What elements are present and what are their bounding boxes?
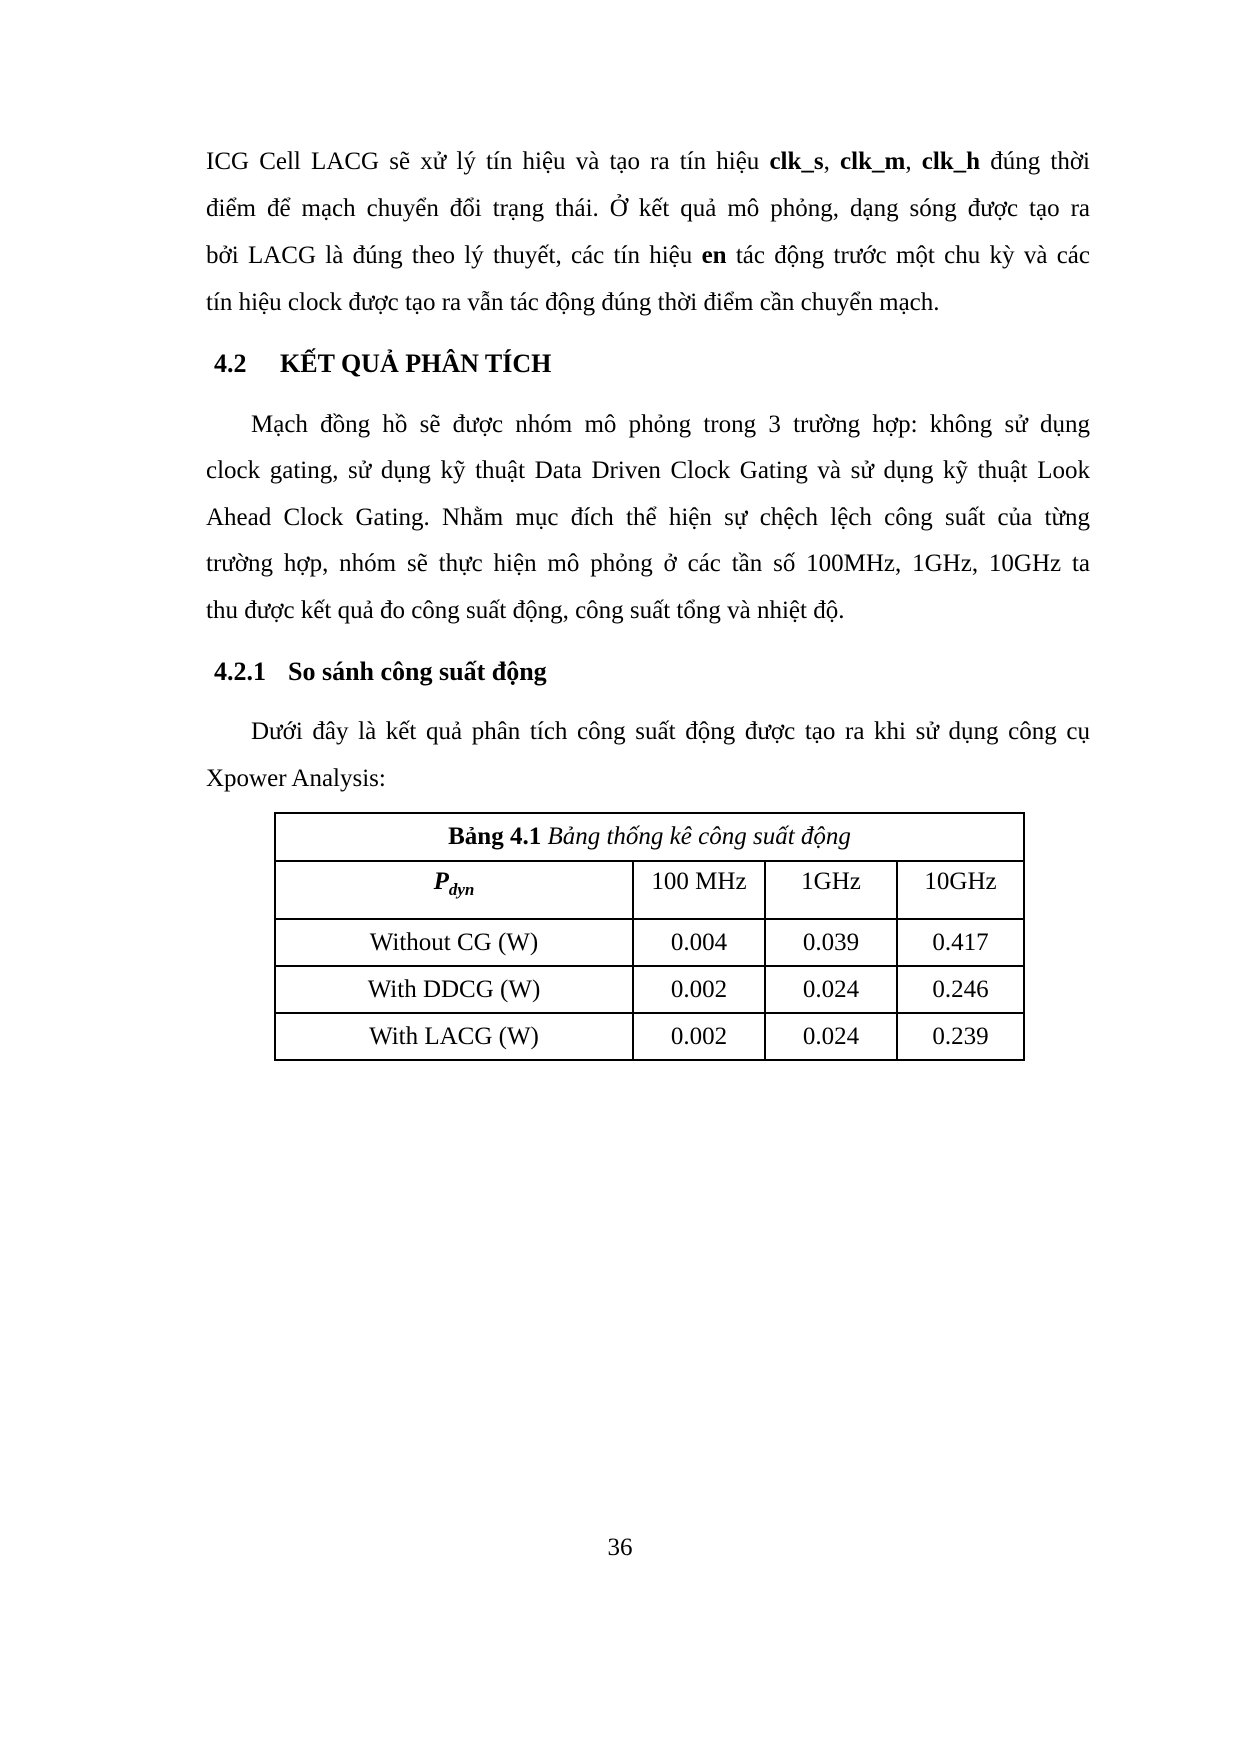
section-4-2-line-5: thu được kết quả đo công suất động, công suất tổng và nhiệt độ.: [206, 597, 845, 624]
signal-en: en: [701, 242, 727, 269]
header-10ghz: 10GHz: [897, 861, 1024, 919]
header-1ghz: 1GHz: [765, 861, 897, 919]
row-label: Without CG (W): [275, 919, 633, 966]
section-4-2-line-3: Ahead Clock Gating. Nhằm mục đích thể hiện sự chệch lệch công suất của từng: [206, 504, 1090, 531]
intro-line-3: bởi LACG là đúng theo lý thuyết, các tín hiệu en tác động trước một chu kỳ và các: [206, 242, 1090, 269]
cell-value: 0.039: [765, 919, 897, 966]
table-header-row: [275, 861, 1024, 919]
signal-clk-m: clk_m: [840, 148, 906, 175]
cell-value: 0.239: [897, 1013, 1024, 1060]
row-label: With DDCG (W): [275, 966, 633, 1013]
section-heading-4-2: 4.2 KẾT QUẢ PHÂN TÍCH: [214, 349, 552, 378]
cell-value: 0.002: [633, 1013, 765, 1060]
header-100mhz: 100 MHz: [633, 861, 765, 919]
section-4-2-line-4: trường hợp, nhóm sẽ thực hiện mô phỏng ở các tần số 100MHz, 1GHz, 10GHz ta: [206, 550, 1090, 577]
intro-line-1: ICG Cell LACG sẽ xử lý tín hiệu và tạo ra tín hiệu clk_s, clk_m, clk_h đúng thời: [206, 148, 1091, 175]
table-row: [275, 966, 1024, 1013]
intro-line-2: điểm để mạch chuyển đổi trạng thái. Ở kết quả mô phỏng, dạng sóng được tạo ra: [206, 195, 1090, 222]
section-heading-4-2-1: 4.2.1 So sánh công suất động: [214, 657, 547, 686]
intro-line-4: tín hiệu clock được tạo ra vẫn tác động đúng thời điểm cần chuyển mạch.: [206, 289, 940, 316]
section-4-2-line-1: Mạch đồng hồ sẽ được nhóm mô phỏng trong 3 trường hợp: không sử dụng: [251, 411, 1090, 438]
cell-value: 0.024: [765, 966, 897, 1013]
table-caption: Bảng 4.1 Bảng thống kê công suất động: [275, 813, 1024, 861]
table-row: [275, 919, 1024, 966]
header-pdyn: $P_{dyn}$: [275, 861, 633, 919]
section-4-2-line-2: clock gating, sử dụng kỹ thuật Data Driven Clock Gating và sử dụng kỹ thuật Look: [206, 457, 1090, 484]
cell-value: 0.004: [633, 919, 765, 966]
cell-value: 0.024: [765, 1013, 897, 1060]
table-row: [275, 1013, 1024, 1060]
cell-value: 0.002: [633, 966, 765, 1013]
signal-clk-s: clk_s: [769, 148, 824, 175]
page-number: 36: [607, 1534, 633, 1561]
row-label: With LACG (W): [275, 1013, 633, 1060]
cell-value: 0.417: [897, 919, 1024, 966]
signal-clk-h: clk_h: [921, 148, 981, 175]
section-4-2-1-line-2: Xpower Analysis:: [206, 765, 386, 792]
section-4-2-1-line-1: Dưới đây là kết quả phân tích công suất động được tạo ra khi sử dụng công cụ: [251, 718, 1090, 745]
cell-value: 0.246: [897, 966, 1024, 1013]
dynamic-power-table: [274, 812, 1025, 1061]
